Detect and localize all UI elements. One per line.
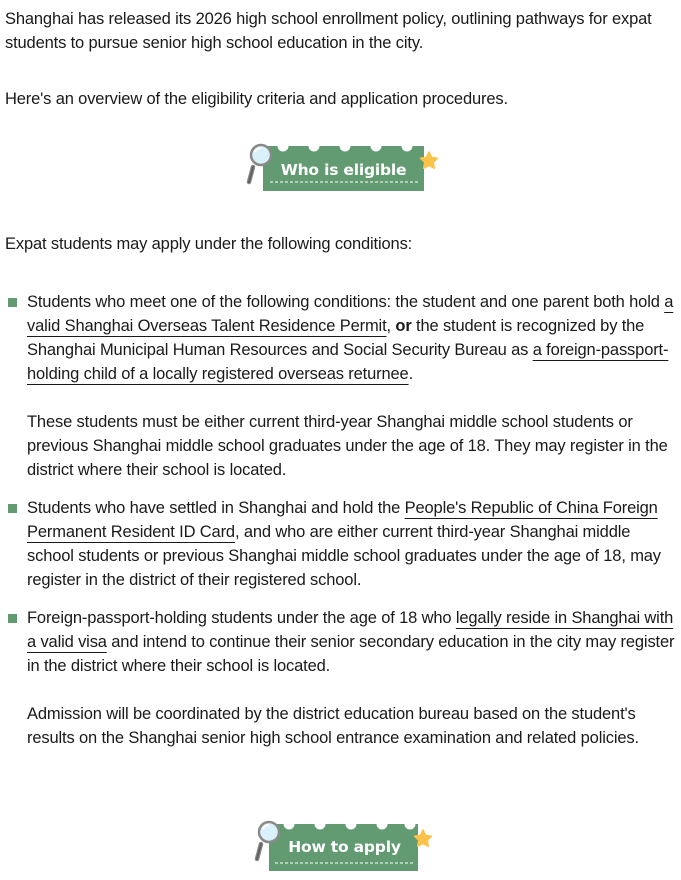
- underlined-term: a foreign-passport-holding child of a locally registered overseas returnee: [27, 341, 669, 383]
- section-banner-eligibility: [0, 138, 681, 198]
- list-item-note: Admission will be coordinated by the district education bureau based on the student's results on the Shanghai senior high school entrance examination and related policies.: [27, 705, 639, 747]
- text-segment: the student is recognized by the Shanghai Municipal Human Resources and Social Security Bureau as: [27, 317, 645, 359]
- list-item-text: [27, 293, 673, 383]
- overview-paragraph: Here's an overview of the eligibility criteria and application procedures.: [5, 90, 508, 108]
- list-item-note: These students must be either current third-year Shanghai middle school students or previous Shanghai middle school graduates under the age of 18. They may register in the district where their school is located.: [27, 413, 668, 479]
- square-bullet-icon: [8, 298, 17, 307]
- section-banner-how-to-apply: [0, 808, 681, 868]
- conditions-lead: Expat students may apply under the following conditions:: [5, 235, 413, 253]
- list-item-text: [27, 609, 674, 675]
- square-bullet-icon: [8, 614, 17, 623]
- list-item-text: [27, 499, 661, 589]
- bold-term: or: [395, 317, 412, 335]
- list-item: [27, 290, 679, 386]
- text-segment: Students who meet one of the following conditions: the student and one parent both hold: [27, 293, 665, 311]
- text-segment: Foreign-passport-holding students under the age of 18 who: [27, 609, 456, 627]
- intro-paragraph: Shanghai has released its 2026 high school enrollment policy, outlining pathways for expat students to pursue senior high school education in the city.: [5, 10, 652, 52]
- text-segment: and intend to continue their senior secondary education in the city may register in the district where their school is located.: [27, 633, 675, 675]
- list-item: [27, 496, 679, 592]
- section-title-who-is-eligible: Who is eligible: [280, 161, 407, 179]
- square-bullet-icon: [8, 504, 17, 513]
- section-title-how-to-apply: How to apply: [288, 838, 401, 856]
- underlined-term: People's Republic of China Foreign Permanent Resident ID Card: [27, 499, 658, 541]
- list-item: [27, 606, 679, 678]
- underlined-term: legally reside in Shanghai with a valid visa: [27, 609, 674, 651]
- text-segment: Students who have settled in Shanghai and hold the: [27, 499, 405, 517]
- text-segment: ,: [386, 317, 396, 335]
- underlined-term: a valid Shanghai Overseas Talent Residence Permit: [27, 293, 674, 335]
- text-segment: .: [408, 365, 413, 383]
- text-segment: , and who are either current third-year Shanghai middle school students or previous Shanghai middle school graduates under the age of 18, may register in the district of their registered school.: [27, 523, 661, 589]
